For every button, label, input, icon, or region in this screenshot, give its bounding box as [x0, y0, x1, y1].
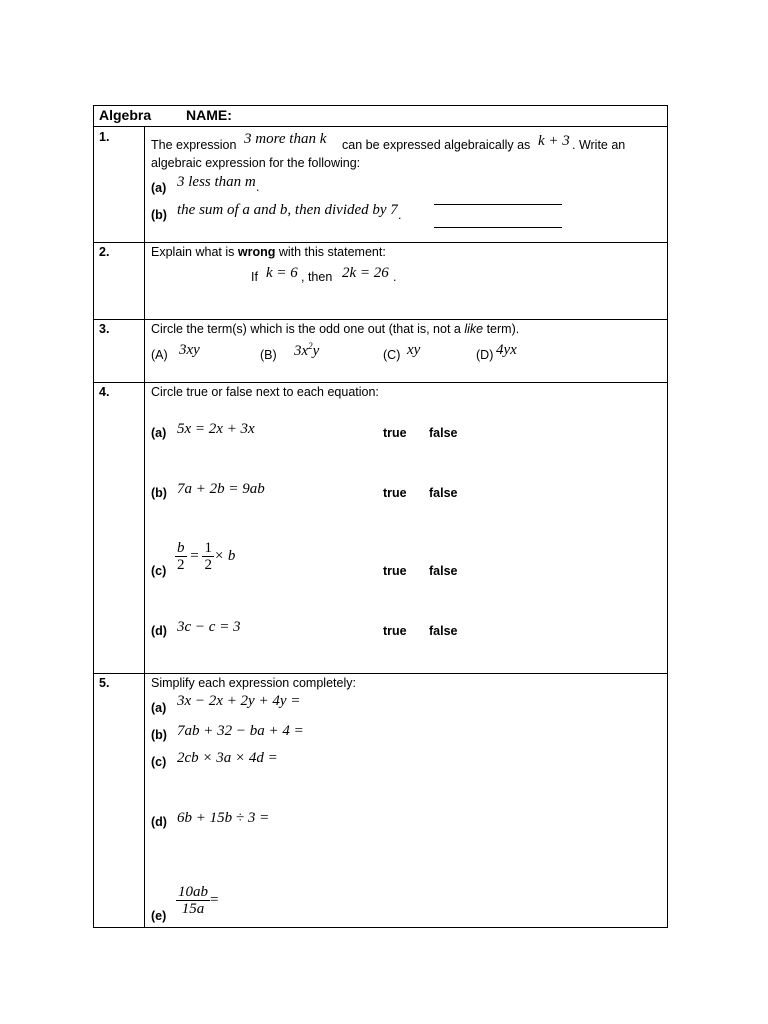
q2-dot: . — [393, 270, 397, 284]
q5-prompt: Simplify each expression completely: — [151, 676, 356, 690]
q1-intro-a: The expression — [151, 138, 237, 152]
fraction-denominator: 2 — [177, 557, 185, 573]
question-number: 2. — [99, 245, 110, 259]
item-label: (b) — [151, 728, 167, 742]
subject-title: Algebra — [99, 107, 152, 123]
q4-c-expr — [175, 540, 235, 573]
q2-prompt — [151, 245, 386, 259]
option-expr-d[interactable]: 4yx — [496, 342, 517, 358]
fraction-denominator: 15a — [181, 901, 205, 917]
q1-b-expr: the sum of a and b, then divided by 7 — [177, 202, 398, 218]
item-label: (e) — [151, 909, 167, 923]
q5-c-expr: 2cb × 3a × 4d = — [177, 750, 278, 766]
q4-prompt: Circle true or false next to each equation: — [151, 385, 379, 399]
q2-prompt-post: with this statement: — [275, 245, 386, 259]
q2-then: , then — [301, 270, 333, 284]
q1-intro-c: . Write an — [572, 138, 626, 152]
q5-e-expr — [176, 884, 218, 917]
option-expr-a[interactable]: 3xy — [179, 342, 200, 358]
q2-prompt-pre: Explain what is — [151, 245, 238, 259]
option-label-d[interactable]: (D) — [476, 348, 494, 362]
q5-a-expr: 3x − 2x + 2y + 4y = — [177, 693, 301, 709]
question-number: 4. — [99, 385, 110, 399]
q4-a-expr: 5x = 2x + 3x — [177, 421, 255, 437]
question-number: 1. — [99, 130, 110, 144]
q3-prompt-post: term). — [483, 322, 520, 336]
equals-sign: = — [210, 891, 219, 908]
item-label: (c) — [151, 564, 167, 578]
item-label: (c) — [151, 755, 167, 769]
item-label: (b) — [151, 208, 167, 222]
fraction-numerator: 10ab — [178, 884, 208, 900]
option-label-c[interactable]: (C) — [383, 348, 401, 362]
fraction-numerator: b — [177, 540, 185, 556]
item-label: (d) — [151, 624, 167, 638]
q1-a-dot: . — [256, 180, 260, 194]
false-option[interactable]: false — [429, 624, 458, 638]
true-option[interactable]: true — [383, 426, 407, 440]
q1-intro-b: can be expressed algebraically as — [342, 138, 531, 152]
q3-prompt — [151, 322, 519, 336]
answer-line — [434, 227, 562, 228]
q1-expr-a: 3 more than k — [244, 131, 327, 147]
q1-expr-b: k + 3 — [538, 133, 570, 149]
q3-prompt-italic: like — [464, 322, 484, 336]
q4-c-rest: × b — [213, 547, 236, 564]
q3-prompt-pre: Circle the term(s) which is the odd one out (that is, not a — [151, 322, 465, 336]
option-expr-c[interactable]: xy — [407, 342, 421, 358]
q2-if: If — [251, 270, 258, 284]
q4-b-expr: 7a + 2b = 9ab — [177, 481, 265, 497]
fraction-denominator: 2 — [204, 557, 212, 573]
q2-prompt-bold: wrong — [237, 245, 276, 259]
true-option[interactable]: true — [383, 564, 407, 578]
false-option[interactable]: false — [429, 564, 458, 578]
q5-b-expr: 7ab + 32 − ba + 4 = — [177, 723, 304, 739]
true-option[interactable]: true — [383, 624, 407, 638]
equals-sign: = — [190, 547, 199, 564]
q1-intro-d: algebraic expression for the following: — [151, 156, 361, 170]
option-label-b[interactable]: (B) — [260, 348, 277, 362]
answer-line — [434, 204, 562, 205]
item-label: (a) — [151, 701, 167, 715]
q5-d-expr: 6b + 15b ÷ 3 = — [177, 810, 270, 826]
q4-d-expr: 3c − c = 3 — [177, 619, 241, 635]
true-option[interactable]: true — [383, 486, 407, 500]
false-option[interactable]: false — [429, 486, 458, 500]
item-label: (d) — [151, 815, 167, 829]
question-number: 3. — [99, 322, 110, 336]
q1-a-expr: 3 less than m — [177, 174, 256, 190]
question-number: 5. — [99, 676, 110, 690]
item-label: (a) — [151, 181, 167, 195]
item-label: (b) — [151, 486, 167, 500]
q1-b-dot: . — [398, 208, 402, 222]
option-label-a[interactable]: (A) — [151, 348, 168, 362]
item-label: (a) — [151, 426, 167, 440]
name-label: NAME: — [186, 107, 232, 123]
fraction-numerator: 1 — [204, 540, 212, 556]
q2-expr1: k = 6 — [266, 265, 298, 281]
false-option[interactable]: false — [429, 426, 458, 440]
q2-expr2: 2k = 26 — [342, 265, 389, 281]
option-expr-b[interactable]: $3x^2y$ — [294, 341, 320, 359]
